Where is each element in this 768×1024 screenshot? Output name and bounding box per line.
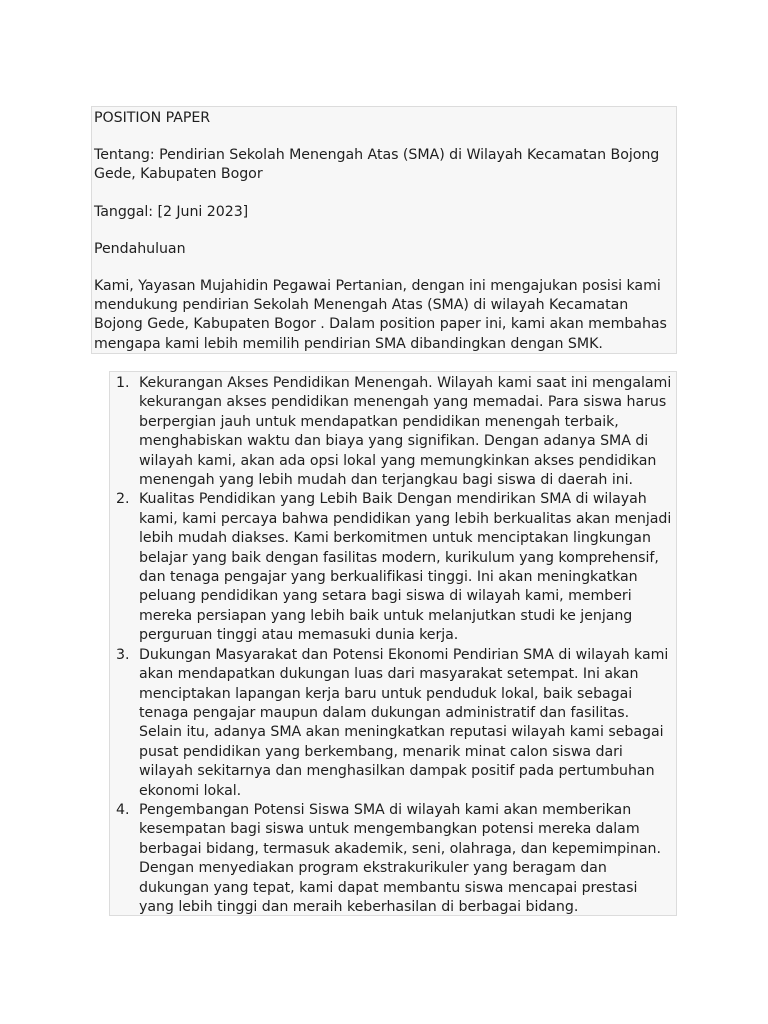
document-title: POSITION PAPER	[94, 110, 211, 126]
list-item-text: Pengembangan Potensi Siswa SMA di wilayah kami akan memberikan kesempatan bagi siswa untuk mengembangkan potensi mereka dalam berbagai bidang, termasuk akademik, seni, olahraga, dan kepemimpinan. Dengan menyediakan program ekstrakurikuler yang beragam dan dukungan yang tepat, kami dapat membantu siswa mencapai prestasi yang lebih tinggi dan meraih keberhasilan di berbagai bidang.	[139, 801, 661, 915]
list-item	[110, 646, 676, 801]
list-item-text: Dukungan Masyarakat dan Potensi Ekonomi Pendirian SMA di wilayah kami akan mendapatkan dukungan luas dari masyarakat setempat. Ini akan menciptakan lapangan kerja baru untuk penduduk lokal, baik sebagai tenaga pengajar maupun dalam dukungan administratif dan fasilitas. Selain itu, adanya SMA akan meningkatkan reputasi wilayah kami sebagai pusat pendidikan yang berkembang, menarik minat calon siswa dari wilayah sekitarnya dan menghasilkan dampak positif pada pertumbuhan ekonomi lokal.	[139, 646, 669, 799]
list-item	[110, 801, 676, 917]
intro-paragraph: Kami, Yayasan Mujahidin Pegawai Pertanian, dengan ini mengajukan posisi kami mendukung pendirian Sekolah Menengah Atas (SMA) di wilayah Kecamatan Bojong Gede, Kabupaten Bogor . Dalam position paper ini, kami akan membahas mengapa kami lebih memilih pendirian SMA dibandingkan dengan SMK.	[94, 278, 667, 352]
document-subject: Tentang: Pendirian Sekolah Menengah Atas (SMA) di Wilayah Kecamatan Bojong Gede, Kabupaten Bogor	[94, 147, 660, 183]
list-item	[110, 374, 676, 490]
document-date: Tanggal: [2 Juni 2023]	[94, 203, 249, 220]
list-item-number: 4.	[116, 801, 130, 818]
list-item-text: Kekurangan Akses Pendidikan Menengah. Wilayah kami saat ini mengalami kekurangan akses pendidikan menengah yang memadai. Para siswa harus berpergian jauh untuk mendapatkan pendidikan menengah terbaik, menghabiskan waktu dan biaya yang signifikan. Dengan adanya SMA di wilayah kami, akan ada opsi lokal yang memungkinkan akses pendidikan menengah yang lebih mudah dan terjangkau bagi siswa di daerah ini.	[139, 375, 672, 489]
list-item-number: 2.	[116, 491, 130, 508]
numbered-list	[110, 374, 676, 917]
intro-section	[91, 106, 677, 354]
list-item-number: 1.	[116, 375, 130, 391]
list-item	[110, 490, 676, 645]
points-section	[109, 371, 677, 916]
list-item-text: Kualitas Pendidikan yang Lebih Baik Dengan mendirikan SMA di wilayah kami, kami percaya bahwa pendidikan yang lebih berkualitas akan menjadi lebih mudah diakses. Kami berkomitmen untuk menciptakan lingkungan belajar yang baik dengan fasilitas modern, kurikulum yang komprehensif, dan tenaga pengajar yang berkualifikasi tinggi. Ini akan meningkatkan peluang pendidikan yang setara bagi siswa di wilayah kami, memberi mereka persiapan yang lebih baik untuk melanjutkan studi ke jenjang perguruan tinggi atau memasuki dunia kerja.	[139, 491, 672, 644]
list-item-number: 3.	[116, 646, 130, 663]
section-heading: Pendahuluan	[94, 240, 186, 257]
